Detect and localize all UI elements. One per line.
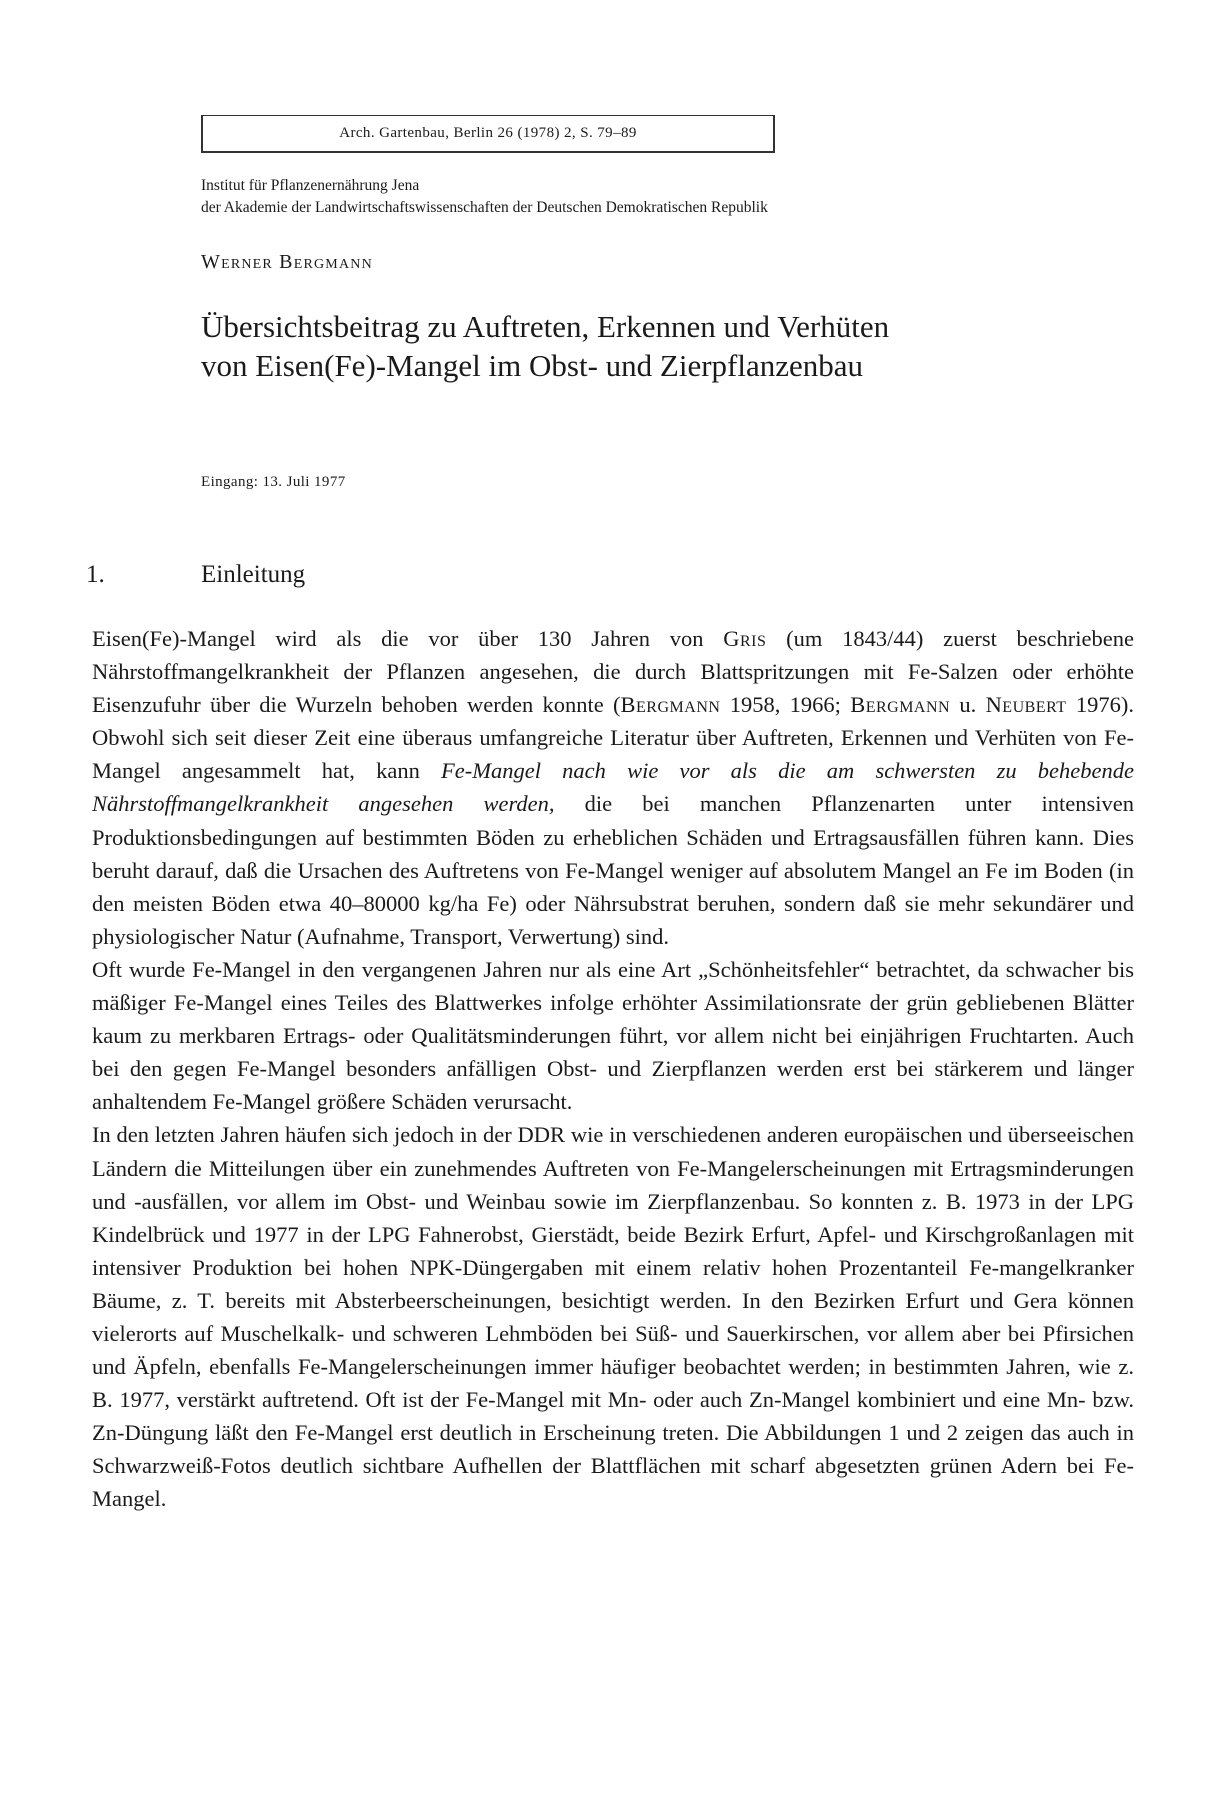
institute-affiliation xyxy=(201,175,768,219)
citation-author: Neubert xyxy=(985,692,1067,718)
text-run: u. xyxy=(950,692,986,718)
citation-author: Bergmann xyxy=(620,692,721,718)
body-text xyxy=(92,622,1134,1516)
paragraph-3: In den letzten Jahren häufen sich jedoch in der DDR wie in verschiedenen anderen europäischen und überseeischen Ländern die Mitteilungen über ein zunehmendes Auftreten von Fe-Mangelerscheinungen mit Ertragsminderungen und -ausfällen, vor allem im Obst- und Weinbau sowie im Zierpflanzenbau. So konnten z. B. 1973 in der LPG Kindelbrück und 1977 in der LPG Fahnerobst, Gierstädt, beide Bezirk Erfurt, Apfel- und Kirschgroßanlagen mit intensiver Produktion bei hohen NPK-Düngergaben mit einem relativ hohen Prozentanteil Fe-mangelkranker Bäume, z. T. bereits mit Absterbeerscheinungen, besichtigt werden. In den Bezirken Erfurt und Gera können vielerorts auf Muschelkalk- und schweren Lehmböden bei Süß- und Sauerkirschen, vor allem aber bei Pfirsichen und Äpfeln, ebenfalls Fe-Mangelerscheinungen immer häufiger beobachtet werden; in bestimmten Jahren, wie z. B. 1977, verstärkt auftretend. Oft ist der Fe-Mangel mit Mn- oder auch Zn-Mangel kombiniert und eine Mn- bzw. Zn-Düngung läßt den Fe-Mangel erst deutlich in Erscheinung treten. Die Abbildungen 1 und 2 zeigen das auch in Schwarzweiß-Fotos deutlich sichtbare Aufhellen der Blattflächen mit scharf abgesetzten grünen Adern bei Fe-Mangel. xyxy=(92,1122,1134,1512)
journal-citation-box xyxy=(201,115,775,153)
article-title xyxy=(201,307,889,385)
institute-line-1: Institut für Pflanzenernährung Jena xyxy=(201,177,420,194)
paragraph-1 xyxy=(92,622,1134,953)
institute-line-2: der Akademie der Landwirtschaftswissenschaften der Deutschen Demokratischen Republik xyxy=(201,199,768,216)
text-run: die bei manchen Pflanzenarten unter intensiven Produktionsbedingungen auf bestimmten Böden zu erheblichen Schäden und Ertragsausfällen führen kann. Dies beruht darauf, daß die Ursachen des Auftretens von Fe-Mangel weniger auf absolutem Mangel an Fe im Boden (in den meisten Böden etwa 40–80000 kg/ha Fe) oder Nährsubstrat beruhen, sondern daß sie mehr sekundärer und physiologischer Natur (Aufnahme, Transport, Verwertung) sind. xyxy=(92,791,1134,949)
article-title-line-2: von Eisen(Fe)-Mangel im Obst- und Zierpflanzenbau xyxy=(201,348,864,383)
section-heading xyxy=(86,561,305,589)
text-run: (um 1843/44) zuerst beschriebene Nährstoffmangelkrankheit der Pflanzen angesehen, die durch Blattspritzungen mit Fe-Salzen oder erhöhte Eisenzufuhr über die Wurzeln behoben werden konnte ( xyxy=(92,626,1134,718)
text-run: 1958, 1966; xyxy=(720,692,851,718)
emphasized-text: Fe-Mangel nach wie vor als die am schwersten zu behebende Nährstoffmangelkrankheit angesehen werden, xyxy=(92,758,1134,817)
section-number: 1. xyxy=(86,561,105,588)
text-run: 1976). Obwohl sich seit dieser Zeit eine überaus umfangreiche Literatur über Auftreten, Erkennen und Verhüten von Fe-Mangel angesammelt hat, kann xyxy=(92,692,1134,784)
article-title-line-1: Übersichtsbeitrag zu Auftreten, Erkennen und Verhüten xyxy=(201,309,890,344)
paragraph-2: Oft wurde Fe-Mangel in den vergangenen Jahren nur als eine Art „Schönheitsfehler“ betrachtet, da schwacher bis mäßiger Fe-Mangel eines Teiles des Blattwerkes infolge erhöhter Assimilationsrate der grün gebliebenen Blätter kaum zu merkbaren Ertrags- oder Qualitätsminderungen führt, vor allem nicht bei einjährigen Fruchtarten. Auch bei den gegen Fe-Mangel besonders anfälligen Obst- und Zierpflanzen werden erst bei stärkerem und länger anhaltendem Fe-Mangel größere Schäden verursacht. xyxy=(92,956,1134,1115)
citation-author: Gris xyxy=(723,626,767,651)
received-date: Eingang: 13. Juli 1977 xyxy=(201,474,346,490)
section-title: Einleitung xyxy=(201,561,306,588)
text-run: Eisen(Fe)-Mangel wird als die vor über 130 Jahren von xyxy=(92,626,724,651)
citation-author: Bergmann xyxy=(850,692,951,718)
author-name: Werner Bergmann xyxy=(201,251,373,273)
journal-citation: Arch. Gartenbau, Berlin 26 (1978) 2, S. 79–89 xyxy=(339,125,637,141)
